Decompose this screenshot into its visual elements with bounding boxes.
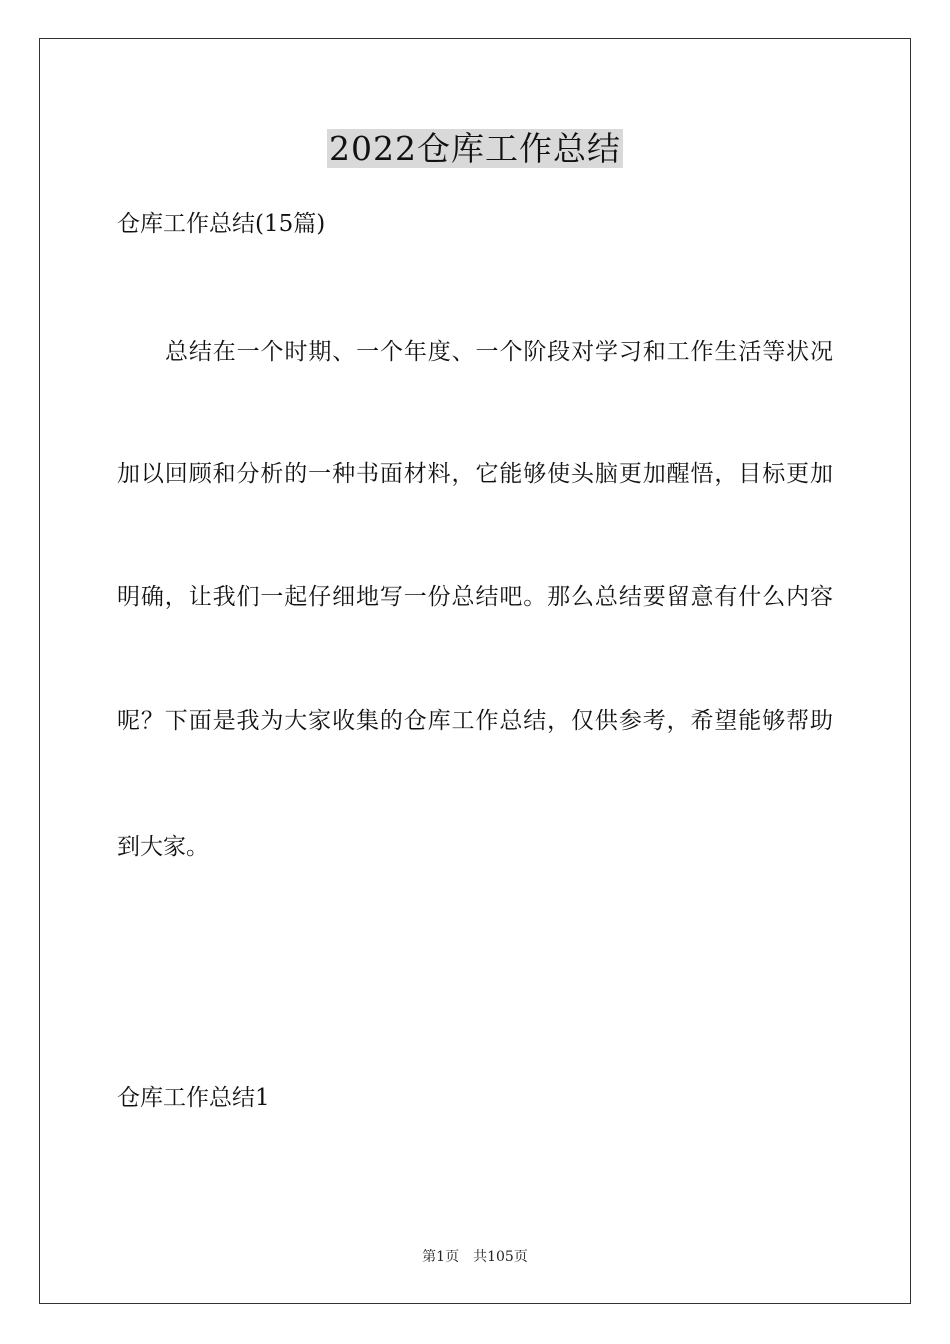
intro-line-1: 总结在一个时期、一个年度、一个阶段对学习和工作生活等状况 (165, 339, 833, 365)
page-number: 第1页 (422, 1249, 460, 1265)
document-subtitle: 仓库工作总结(15篇) (117, 211, 326, 237)
document-title-text: 2022仓库工作总结 (329, 129, 621, 168)
intro-line-3: 明确，让我们一起仔细地写一份总结吧。那么总结要留意有什么内容 (117, 584, 833, 610)
intro-line-4: 呢？下面是我为大家收集的仓库工作总结，仅供参考，希望能够帮助 (117, 708, 833, 734)
intro-line-5: 到大家。 (117, 834, 209, 860)
document-title (0, 124, 950, 174)
intro-line-2: 加以回顾和分析的一种书面材料，它能够使头脑更加醒悟，目标更加 (117, 461, 833, 487)
section-heading: 仓库工作总结1 (117, 1085, 270, 1111)
page-total: 共105页 (473, 1249, 528, 1265)
page-footer (0, 1245, 950, 1269)
